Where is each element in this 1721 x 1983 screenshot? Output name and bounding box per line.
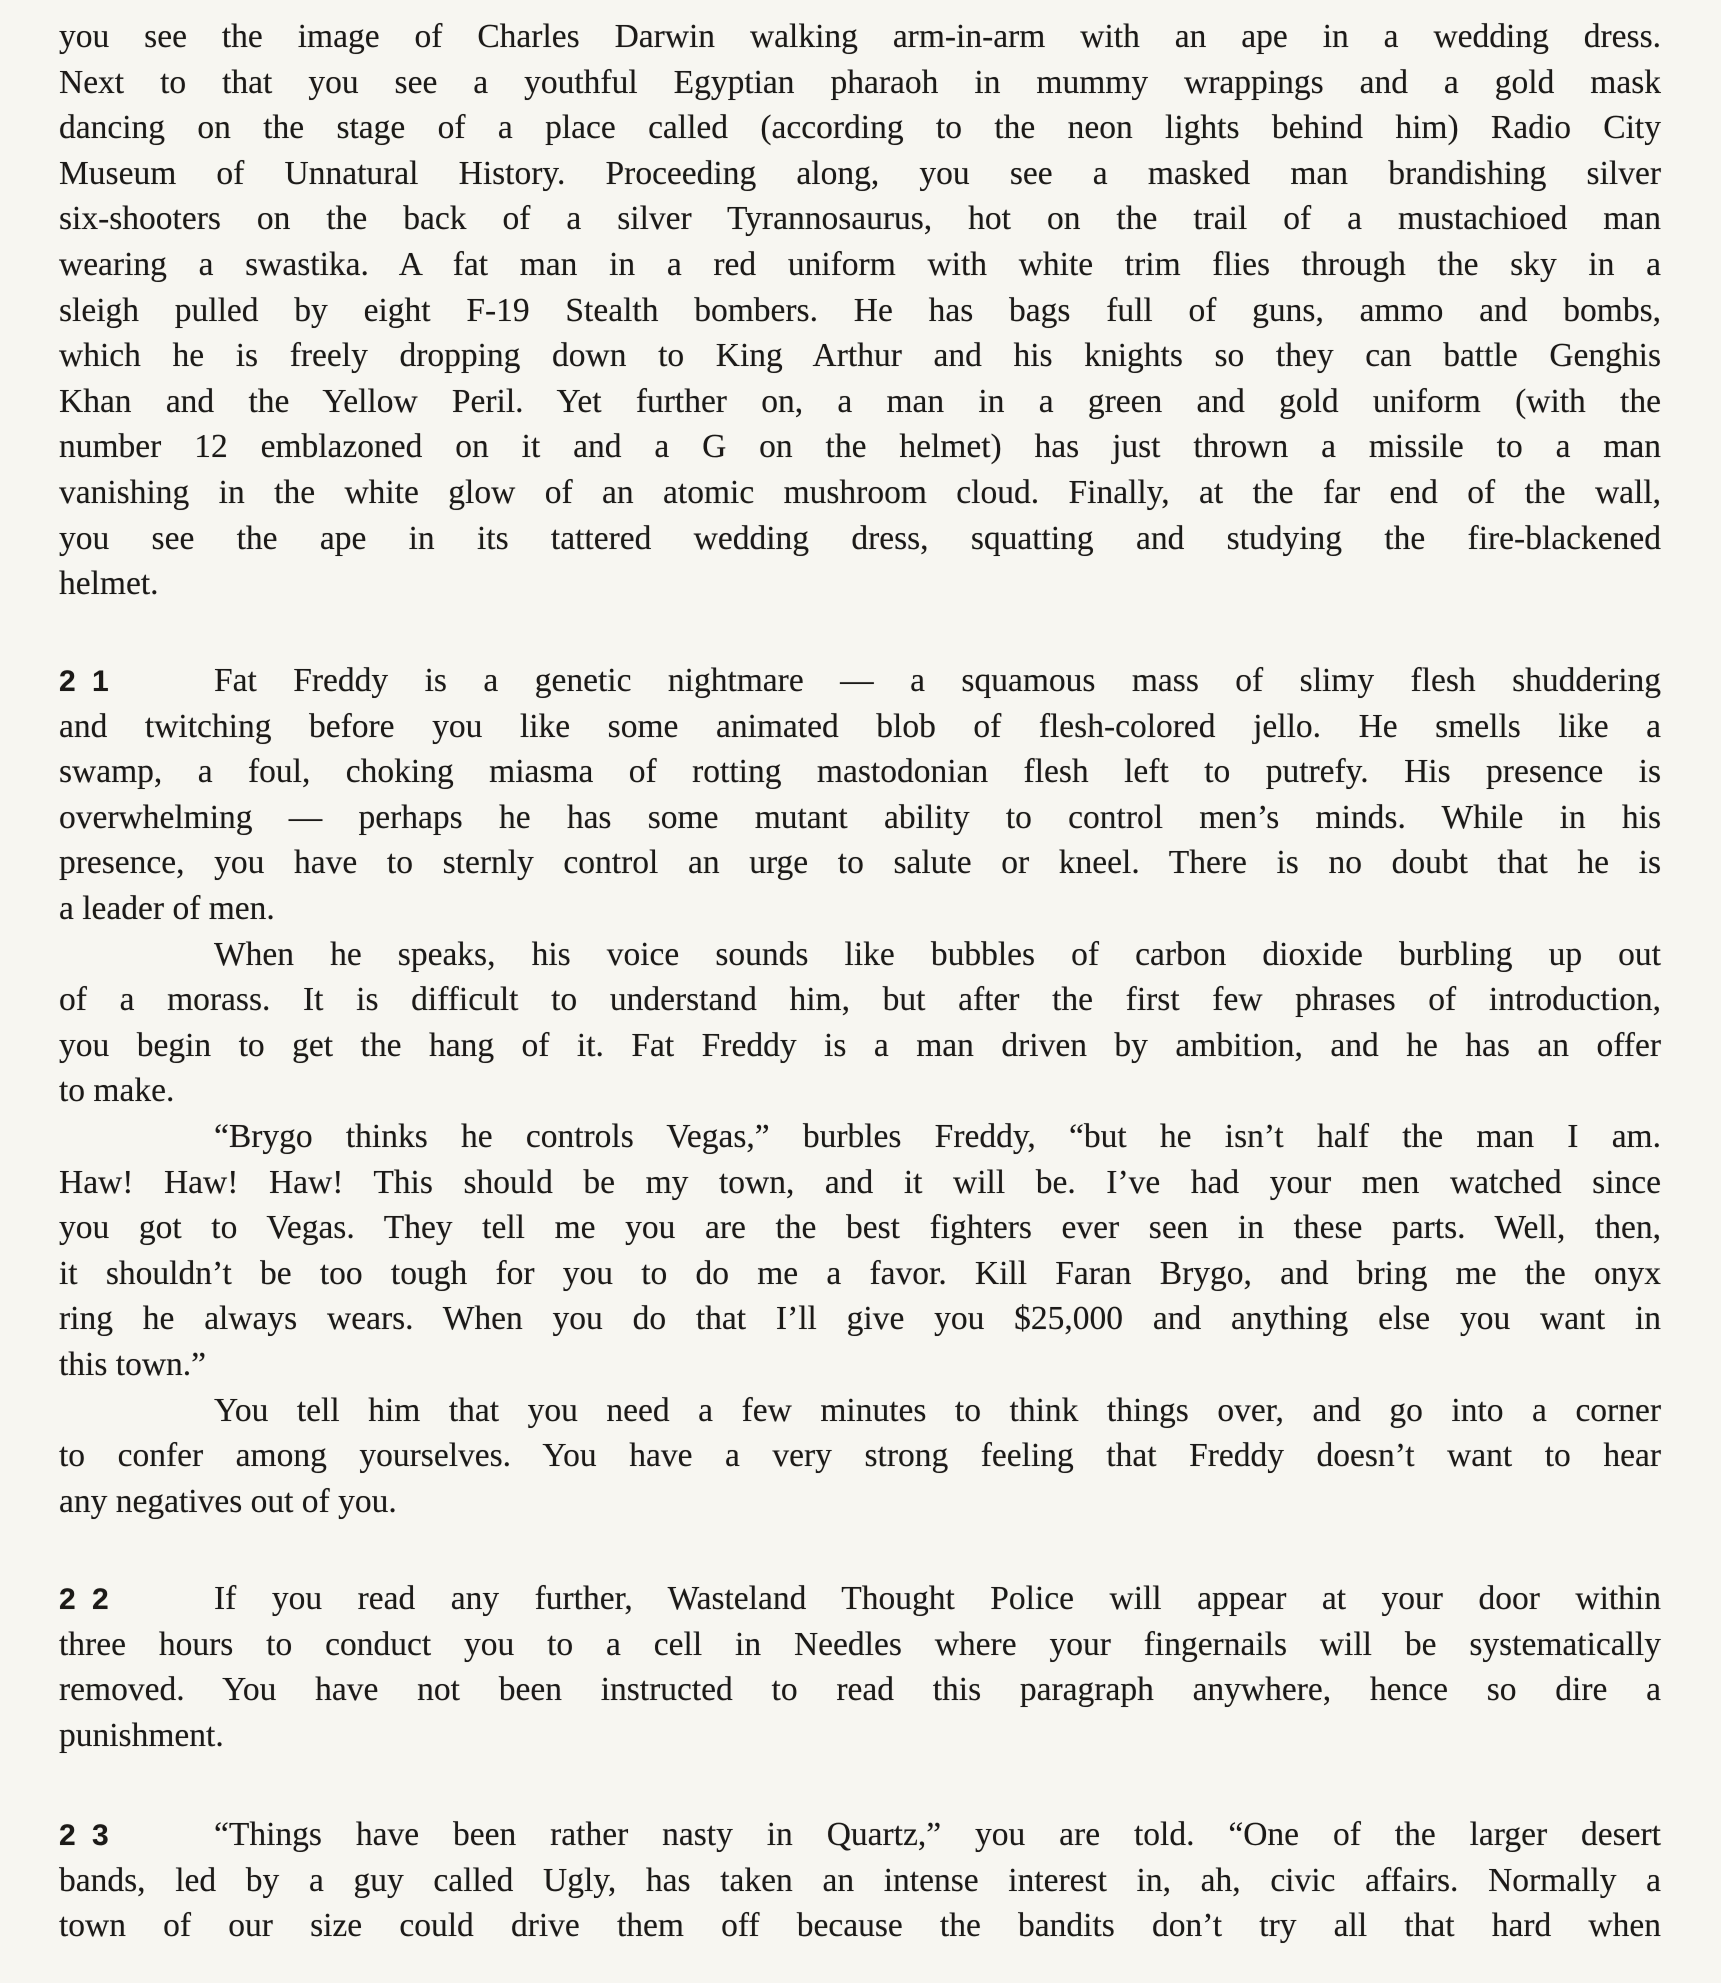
- text-line: number 12 emblazoned on it and a G on the helmet) has just thrown a missile to a man: [59, 428, 1661, 466]
- text-line: and twitching before you like some animated blob of flesh-colored jello. He smells like a: [59, 707, 1661, 745]
- text-line: Khan and the Yellow Peril. Yet further on, a man in a green and gold uniform (with the: [59, 382, 1661, 420]
- entry-heading-line: [59, 658, 1661, 704]
- text-line: punishment.: [59, 1716, 224, 1754]
- text-line: vanishing in the white glow of an atomic mushroom cloud. Finally, at the far end of the wall,: [59, 473, 1661, 511]
- text-line: presence, you have to sternly control an urge to salute or kneel. There is no doubt that he is: [59, 844, 1661, 882]
- text-line: this town.”: [59, 1345, 207, 1383]
- text-line: dancing on the stage of a place called (according to the neon lights behind him) Radio City: [59, 109, 1661, 147]
- text-line: which he is freely dropping down to King Arthur and his knights so they can battle Genghis: [59, 337, 1661, 375]
- text-line: three hours to conduct you to a cell in Needles where your fingernails will be systematically: [59, 1625, 1661, 1663]
- text-line: you begin to get the hang of it. Fat Freddy is a man driven by ambition, and he has an offer: [59, 1026, 1661, 1064]
- text-line: Haw! Haw! Haw! This should be my town, and it will be. I’ve had your men watched since: [59, 1163, 1661, 1201]
- text-line: to make.: [59, 1072, 175, 1110]
- text-line: town of our size could drive them off because the bandits don’t try all that hard when: [59, 1907, 1661, 1945]
- text-line: you got to Vegas. They tell me you are the best fighters ever seen in these parts. Well, then,: [59, 1209, 1661, 1247]
- text-line: helmet.: [59, 565, 159, 603]
- entry-heading-line: [59, 1812, 1661, 1858]
- text-line: “Brygo thinks he controls Vegas,” burbles Freddy, “but he isn’t half the man I am.: [214, 1117, 1661, 1155]
- text-line: “Things have been rather nasty in Quartz,” you are told. “One of the larger desert: [214, 1816, 1661, 1853]
- entry-heading-line: [59, 1576, 1661, 1622]
- text-line: you see the image of Charles Darwin walking arm-in-arm with an ape in a wedding dress.: [59, 18, 1661, 55]
- text-line: a leader of men.: [59, 889, 275, 927]
- text-line: overwhelming — perhaps he has some mutant ability to control men’s minds. While in his: [59, 798, 1661, 836]
- entry-continuation: [59, 14, 1661, 607]
- text-line: Museum of Unnatural History. Proceeding along, you see a masked man brandishing silver: [59, 154, 1661, 192]
- text-line: You tell him that you need a few minutes to think things over, and go into a corner: [214, 1391, 1661, 1429]
- text-line: of a morass. It is difficult to understand him, but after the first few phrases of introduction,: [59, 981, 1661, 1019]
- entry-23: [59, 1812, 1661, 1949]
- text-line: six-shooters on the back of a silver Tyrannosaurus, hot on the trail of a mustachioed man: [59, 200, 1661, 238]
- entry-number: 2 3: [59, 1819, 113, 1852]
- text-line: any negatives out of you.: [59, 1482, 397, 1520]
- entry-22: [59, 1576, 1661, 1758]
- text-line: sleigh pulled by eight F-19 Stealth bombers. He has bags full of guns, ammo and bombs,: [59, 291, 1661, 329]
- text-line: ring he always wears. When you do that I’ll give you $25,000 and anything else you want in: [59, 1300, 1661, 1338]
- text-line: it shouldn’t be too tough for you to do me a favor. Kill Faran Brygo, and bring me the onyx: [59, 1254, 1661, 1292]
- entry-21: [59, 658, 1661, 1524]
- text-line: If you read any further, Wasteland Thought Police will appear at your door within: [214, 1580, 1661, 1617]
- text-line: wearing a swastika. A fat man in a red uniform with white trim flies through the sky in a: [59, 245, 1661, 283]
- text-line: to confer among yourselves. You have a very strong feeling that Freddy doesn’t want to hear: [59, 1437, 1661, 1475]
- text-line: bands, led by a guy called Ugly, has taken an intense interest in, ah, civic affairs. Normally a: [59, 1861, 1661, 1899]
- text-line: swamp, a foul, choking miasma of rotting mastodonian flesh left to putrefy. His presence is: [59, 753, 1661, 791]
- entry-number: 2 2: [59, 1583, 113, 1616]
- text-line: Fat Freddy is a genetic nightmare — a squamous mass of slimy flesh shuddering: [214, 662, 1661, 699]
- text-line: When he speaks, his voice sounds like bubbles of carbon dioxide burbling up out: [214, 935, 1661, 973]
- text-line: you see the ape in its tattered wedding dress, squatting and studying the fire-blackened: [59, 519, 1661, 557]
- text-line: removed. You have not been instructed to read this paragraph anywhere, hence so dire a: [59, 1671, 1661, 1709]
- text-line: Next to that you see a youthful Egyptian pharaoh in mummy wrappings and a gold mask: [59, 63, 1661, 101]
- entry-number: 2 1: [59, 665, 113, 698]
